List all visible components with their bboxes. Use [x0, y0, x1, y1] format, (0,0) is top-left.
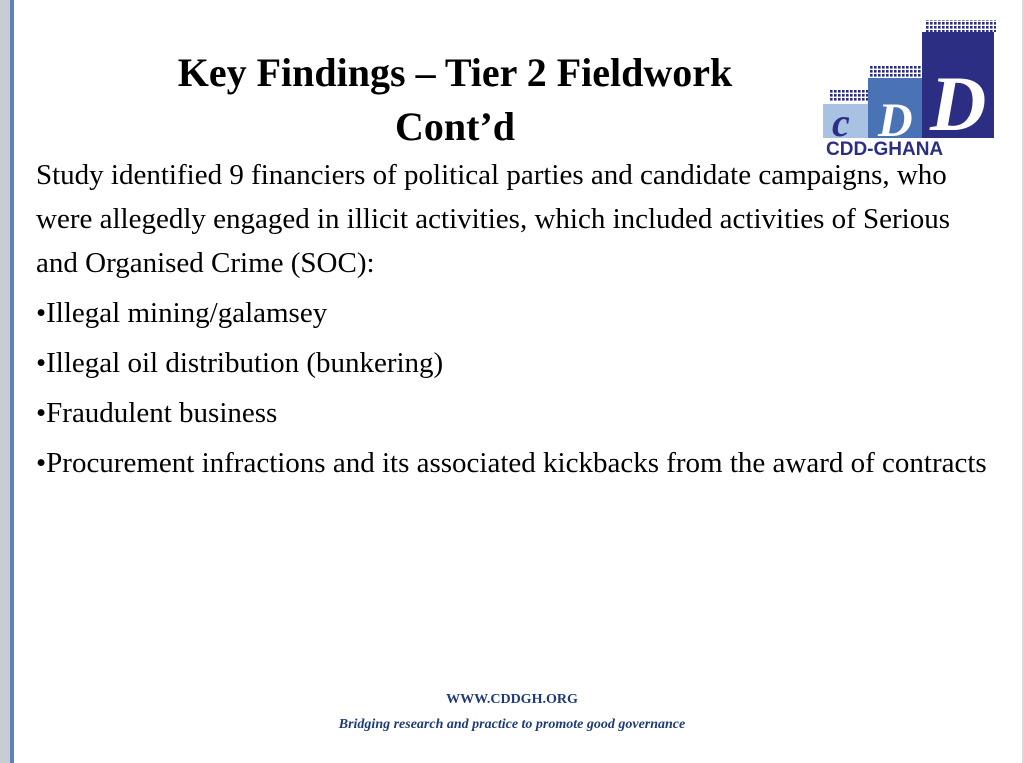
- title-line-1: Key Findings – Tier 2 Fieldwork: [177, 50, 733, 95]
- logo-letter-d-small: D: [878, 94, 913, 147]
- left-rule-light: [0, 0, 10, 763]
- logo-wordmark: CDD-GHANA: [826, 139, 944, 158]
- list-item: •Illegal mining/galamsey: [36, 297, 328, 329]
- logo-letter-d-large: D: [930, 60, 987, 147]
- footer-tagline: Bridging research and practice to promote good governance: [338, 717, 686, 732]
- slide-body: [36, 153, 996, 491]
- slide-title: [60, 46, 850, 154]
- cdd-ghana-logo: [818, 18, 1003, 158]
- left-accent-rule: [10, 0, 14, 763]
- list-item: •Procurement infractions and its associated kickbacks from the award of contracts: [36, 447, 987, 479]
- findings-list: [36, 291, 996, 485]
- title-line-2: Cont’d: [394, 104, 516, 149]
- footer-website: WWW.CDDGH.ORG: [446, 692, 578, 707]
- logo-letter-c: c: [832, 100, 850, 145]
- logo-grid-strip: [870, 66, 926, 78]
- intro-paragraph: Study identified 9 financiers of political parties and candidate campaigns, who were allegedly engaged in illicit activities, which included activities of Serious and Organised Crime (SOC):: [36, 159, 951, 279]
- list-item: •Fraudulent business: [36, 397, 278, 429]
- list-item: •Illegal oil distribution (bunkering): [36, 347, 444, 379]
- slide-footer: [0, 690, 1024, 736]
- logo-grid-strip: [926, 20, 996, 32]
